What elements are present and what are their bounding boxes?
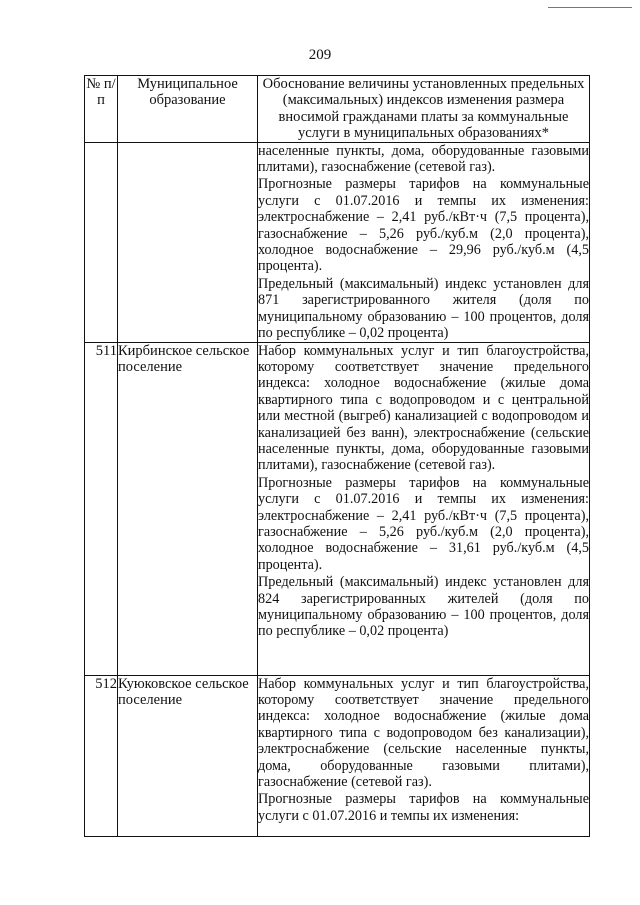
tariff-table [84, 75, 590, 837]
table-row [85, 142, 590, 342]
header-municipality: Муниципальное образование [118, 76, 258, 143]
page-number: 209 [308, 47, 332, 63]
justification-paragraph: Предельный (максимальный) индекс установлен для 824 зарегистрированных жителей (доля по муниципальному образованию – 100 процентов, доля по республике – 0,02 процента) [258, 574, 589, 640]
table-header-row [85, 76, 590, 143]
table-row [85, 675, 590, 836]
row-number: 511 [85, 342, 118, 675]
justification-paragraph: Предельный (максимальный) индекс установлен для 871 зарегистрированного жителя (доля по муниципальному образованию – 100 процентов, доля по республике – 0,02 процента) [258, 275, 589, 342]
row-municipality: Кирбинское сельское поселение [118, 342, 258, 675]
row-number [85, 142, 118, 342]
row-justification [258, 142, 590, 342]
top-edge-rule [548, 7, 632, 8]
justification-paragraph: населенные пункты, дома, оборудованные газовыми плитами), газоснабжение (сетевой газ). [258, 142, 589, 176]
justification-paragraph: Набор коммунальных услуг и тип благоустройства, которому соответствует значение предельного индекса: холодное водоснабжение (жилые дома квартирного типа с водопроводом и с центральной или местной (выгреб) канализацией с водопроводом и канализацией без ванн), электроснабжение (сельские населенные пункты, дома, оборудованные газовыми плитами), газоснабжение (сетевой газ). [258, 342, 589, 474]
justification-paragraph: Набор коммунальных услуг и тип благоустройства, которому соответствует значение предельного индекса: холодное водоснабжение (жилые дома квартирного типа с водопроводом без канализации), электроснабжение (сельские населенные пункты, дома, оборудованные газовыми плитами), газоснабжение (сетевой газ). [258, 675, 589, 790]
justification-paragraph: Прогнозные размеры тарифов на коммунальные услуги с 01.07.2016 и темпы их изменения: [258, 791, 589, 824]
row-municipality: Куюковское сельское поселение [118, 675, 258, 836]
row-number: 512 [85, 675, 118, 836]
header-num: № п/п [85, 76, 118, 143]
justification-paragraph: Прогнозные размеры тарифов на коммунальные услуги с 01.07.2016 и темпы их изменения: электроснабжение – 2,41 руб./кВт·ч (7,5 процента), газоснабжение – 5,26 руб./куб.м (2,0 процента), холодное водоснабжение – 29,96 руб./куб.м (4,5 процента). [258, 176, 589, 275]
row-justification [258, 675, 590, 836]
row-municipality [118, 142, 258, 342]
row-justification [258, 342, 590, 675]
justification-paragraph: Прогнозные размеры тарифов на коммунальные услуги с 01.07.2016 и темпы их изменения: электроснабжение – 2,41 руб./кВт·ч (7,5 процента), газоснабжение – 5,26 руб./куб.м (2,0 процента), холодное водоснабжение – 31,61 руб./куб.м (4,5 процента). [258, 474, 589, 573]
header-justification: Обоснование величины установленных предельных (максимальных) индексов изменения размера вносимой гражданами платы за коммунальные услуги в муниципальных образованиях* [258, 76, 590, 143]
table-row [85, 342, 590, 675]
